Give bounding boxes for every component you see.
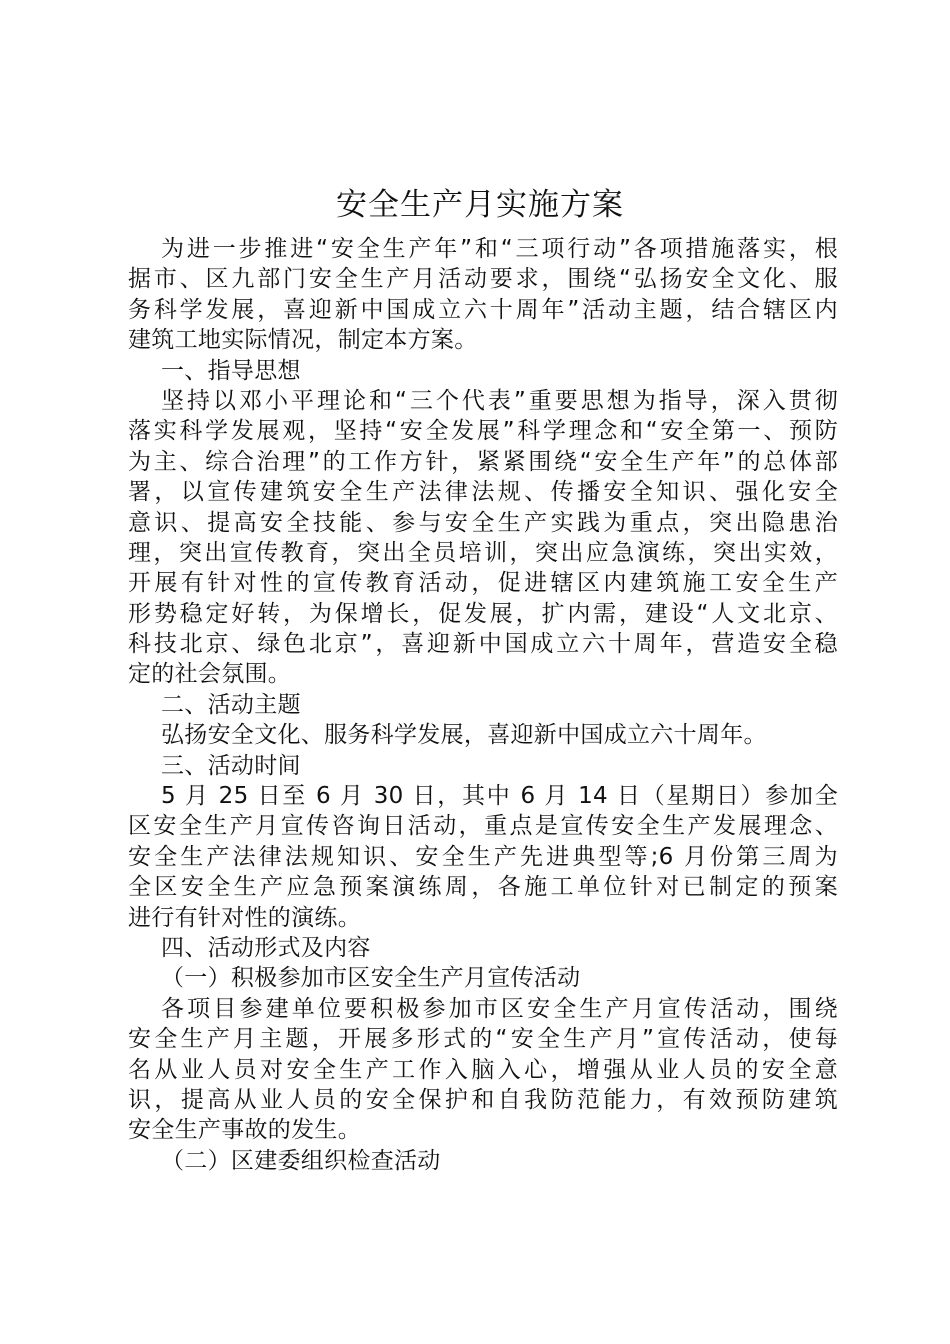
paragraph-line: 全区安全生产应急预案演练周，各施工单位针对已制定的预案 — [128, 874, 838, 901]
paragraph-line: 安全生产法律法规知识、安全生产先进典型等;6 月份第三周为 — [128, 843, 838, 870]
paragraph-line: 务科学发展，喜迎新中国成立六十周年”活动主题，结合辖区内 — [128, 296, 838, 323]
paragraph-line: 安全生产事故的发生。 — [128, 1117, 361, 1144]
paragraph-line: 区安全生产月宣传咨询日活动，重点是宣传安全生产发展理念、 — [128, 813, 838, 840]
paragraph-line: （一）积极参加市区安全生产月宣传活动 — [161, 965, 581, 992]
paragraph-line: 建筑工地实际情况，制定本方案。 — [128, 327, 478, 354]
document-body — [128, 234, 838, 1176]
document-title: 安全生产月实施方案 — [336, 187, 624, 223]
paragraph-line: 开展有针对性的宣传教育活动，促进辖区内建筑施工安全生产 — [128, 570, 838, 597]
paragraph-line: 名从业人员对安全生产工作入脑入心，增强从业人员的安全意 — [128, 1056, 838, 1083]
paragraph-line: 进行有针对性的演练。 — [128, 904, 361, 931]
paragraph-line: 为进一步推进“安全生产年”和“三项行动”各项措施落实，根 — [161, 236, 838, 262]
paragraph-line: 二、活动主题 — [161, 691, 301, 718]
paragraph-line: 据市、区九部门安全生产月活动要求，围绕“弘扬安全文化、服 — [128, 266, 838, 293]
paragraph-line: 意识、提高安全技能、参与安全生产实践为重点，突出隐患治 — [128, 509, 838, 536]
paragraph-line: 一、指导思想 — [161, 357, 301, 384]
paragraph-line: 理，突出宣传教育，突出全员培训，突出应急演练，突出实效， — [128, 539, 838, 566]
paragraph-line: 四、活动形式及内容 — [161, 934, 371, 961]
paragraph-line: 科技北京、绿色北京”，喜迎新中国成立六十周年，营造安全稳 — [128, 631, 838, 658]
paragraph-line: 三、活动时间 — [161, 752, 301, 779]
paragraph-line: 为主、综合治理”的工作方针，紧紧围绕“安全生产年”的总体部 — [128, 448, 838, 475]
paragraph-line: 署，以宣传建筑安全生产法律法规、传播安全知识、强化安全 — [128, 479, 838, 506]
paragraph-line: 定的社会氛围。 — [128, 661, 292, 688]
paragraph-line: 形势稳定好转，为保增长，促发展，扩内需，建设“人文北京、 — [128, 600, 838, 627]
paragraph-line: 落实科学发展观，坚持“安全发展”科学理念和“安全第一、预防 — [128, 418, 838, 445]
paragraph-line: 5 月 25 日至 6 月 30 日，其中 6 月 14 日（星期日）参加全 — [161, 783, 838, 810]
paragraph-line: 安全生产月主题，开展多形式的“安全生产月”宣传活动，使每 — [128, 1026, 838, 1053]
paragraph-line: 各项目参建单位要积极参加市区安全生产月宣传活动，围绕 — [161, 995, 838, 1022]
paragraph-line: 弘扬安全文化、服务科学发展，喜迎新中国成立六十周年。 — [161, 722, 767, 749]
paragraph-line: 坚持以邓小平理论和“三个代表”重要思想为指导，深入贯彻 — [161, 387, 838, 414]
paragraph-line: （二）区建委组织检查活动 — [161, 1147, 441, 1174]
paragraph-line: 识，提高从业人员的安全保护和自我防范能力，有效预防建筑 — [128, 1086, 838, 1113]
